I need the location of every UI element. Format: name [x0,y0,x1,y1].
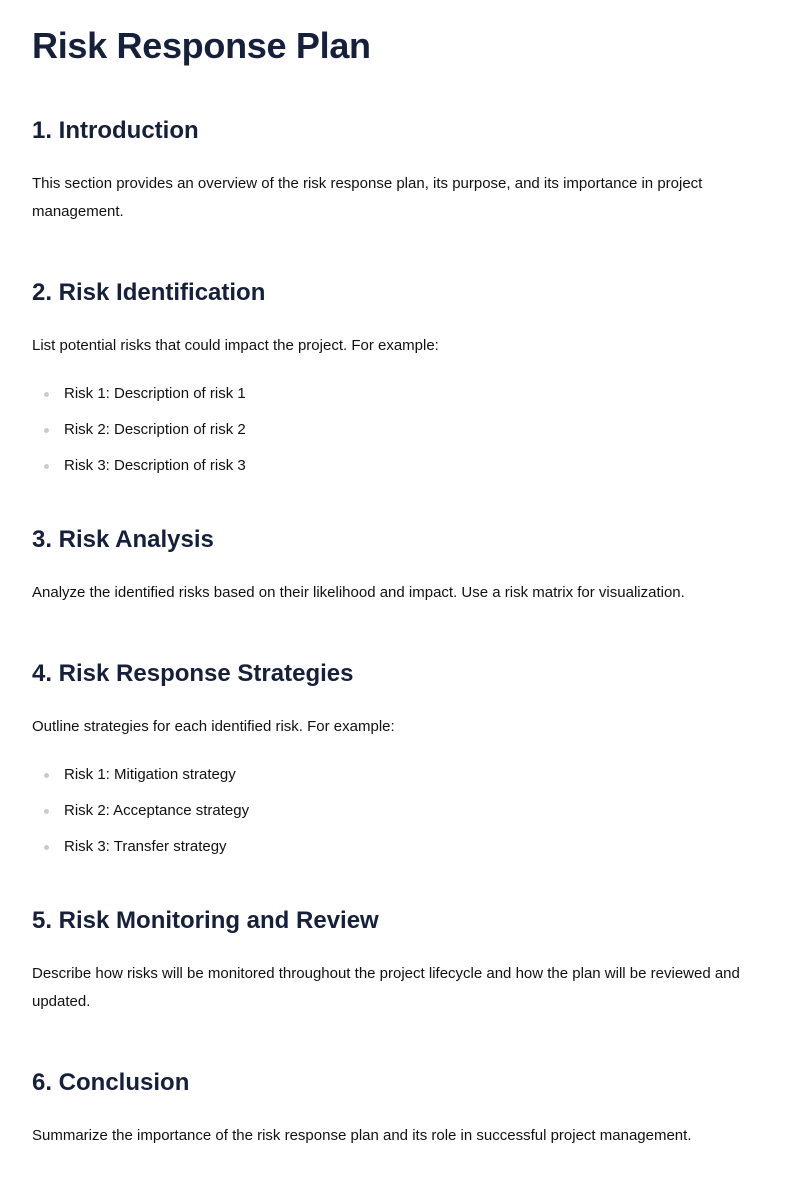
list-item-text: Risk 2: Description of risk 2 [64,421,246,438]
section-heading: 3. Risk Analysis [32,526,214,553]
list-item [32,837,768,873]
section-conclusion [32,1068,768,1150]
bullet-icon [44,464,49,469]
section-paragraph: This section provides an overview of the risk response plan, its purpose, and its importance in project management. [32,175,703,220]
list-item [32,384,768,420]
section-heading: 2. Risk Identification [32,279,266,306]
bullet-icon [44,809,49,814]
bullet-icon [44,845,49,850]
section-paragraph: Analyze the identified risks based on their likelihood and impact. Use a risk matrix for visualization. [32,584,685,601]
section-heading: 4. Risk Response Strategies [32,660,354,687]
list-item [32,420,768,456]
list-item [32,456,768,492]
list-item-text: Risk 3: Transfer strategy [64,838,227,855]
risk-list [32,384,768,492]
list-item-text: Risk 2: Acceptance strategy [64,802,250,819]
section-risk-identification [32,278,768,492]
list-item-text: Risk 3: Description of risk 3 [64,457,246,474]
bullet-icon [44,428,49,433]
section-heading: 5. Risk Monitoring and Review [32,907,379,934]
section-introduction [32,116,768,226]
list-item [32,801,768,837]
section-risk-response-strategies [32,659,768,873]
bullet-icon [44,773,49,778]
page-title: Risk Response Plan [32,25,371,66]
section-heading: 1. Introduction [32,117,199,144]
section-risk-analysis [32,525,768,607]
bullet-icon [44,392,49,397]
list-item-text: Risk 1: Mitigation strategy [64,766,236,783]
section-heading: 6. Conclusion [32,1069,190,1096]
section-paragraph: List potential risks that could impact the project. For example: [32,337,439,354]
list-item [32,765,768,801]
list-item-text: Risk 1: Description of risk 1 [64,385,246,402]
section-paragraph: Summarize the importance of the risk response plan and its role in successful project management. [32,1127,692,1144]
section-paragraph: Describe how risks will be monitored throughout the project lifecycle and how the plan will be reviewed and updated. [32,965,740,1010]
strategy-list [32,765,768,873]
section-risk-monitoring-review [32,906,768,1016]
section-paragraph: Outline strategies for each identified risk. For example: [32,718,395,735]
